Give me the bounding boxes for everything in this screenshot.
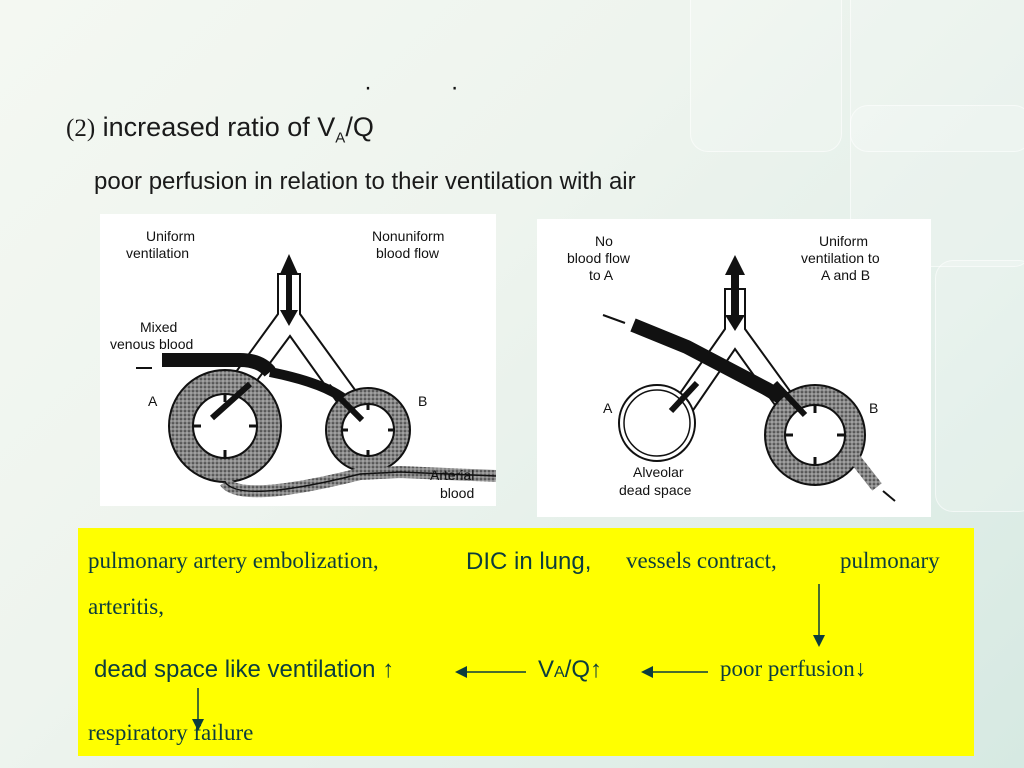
heading-subscript: A	[335, 129, 346, 147]
cause-dic: DIC in lung,	[466, 548, 592, 575]
cause-embolization: pulmonary artery embolization,	[88, 548, 379, 573]
label-uniform-ventilation: ventilation to	[801, 250, 880, 266]
cause-vessels-contract: vessels contract,	[626, 548, 777, 573]
heading-text: increased ratio of V	[102, 112, 336, 142]
diagram-nonuniform-blood-flow	[100, 214, 496, 506]
label-uniform-ventilation: Uniform	[819, 233, 869, 249]
label-arterial-blood: blood	[440, 485, 475, 501]
label-mixed-venous-blood: Mixed	[140, 319, 178, 335]
diagram-alveolar-dead-space	[537, 219, 931, 517]
poor-perfusion: poor perfusion↓	[720, 656, 867, 681]
slide-subheading: poor perfusion in relation to their ventilation with air	[94, 168, 636, 195]
label-no-blood-flow: blood flow	[567, 250, 631, 266]
label-no-blood-flow: to A	[589, 267, 614, 283]
vaq-ratio: VA/Q↑	[538, 656, 603, 683]
respiratory-failure: respiratory failure	[88, 720, 254, 745]
dead-space-text: dead space like ventilation ↑	[94, 656, 395, 683]
summary-box	[78, 528, 974, 756]
background-tile	[935, 260, 1024, 512]
label-alveolus-a: A	[603, 400, 613, 416]
label-alveolar-dead-space: dead space	[619, 482, 692, 498]
label-uniform-ventilation: A and B	[821, 267, 871, 283]
slide-heading	[66, 112, 374, 146]
background-tile	[690, 0, 842, 152]
label-uniform-ventilation: ventilation	[126, 245, 190, 261]
label-nonuniform-blood-flow: Nonuniform	[372, 228, 445, 244]
label-no-blood-flow: No	[595, 233, 613, 249]
decorative-dots: · ·	[364, 74, 495, 101]
label-alveolus-b: B	[418, 393, 428, 409]
cause-pulmonary: pulmonary	[840, 548, 940, 573]
label-uniform-ventilation: Uniform	[146, 228, 196, 244]
cause-arteritis: arteritis,	[88, 594, 164, 619]
label-nonuniform-blood-flow: blood flow	[376, 245, 440, 261]
heading-suffix: /Q	[345, 112, 374, 142]
label-alveolus-a: A	[148, 393, 158, 409]
heading-number: (2)	[66, 115, 96, 142]
label-alveolus-b: B	[869, 400, 879, 416]
label-alveolar-dead-space: Alveolar	[633, 464, 684, 480]
label-arterial-blood: Arterial	[430, 467, 475, 483]
label-mixed-venous-blood: venous blood	[110, 336, 194, 352]
